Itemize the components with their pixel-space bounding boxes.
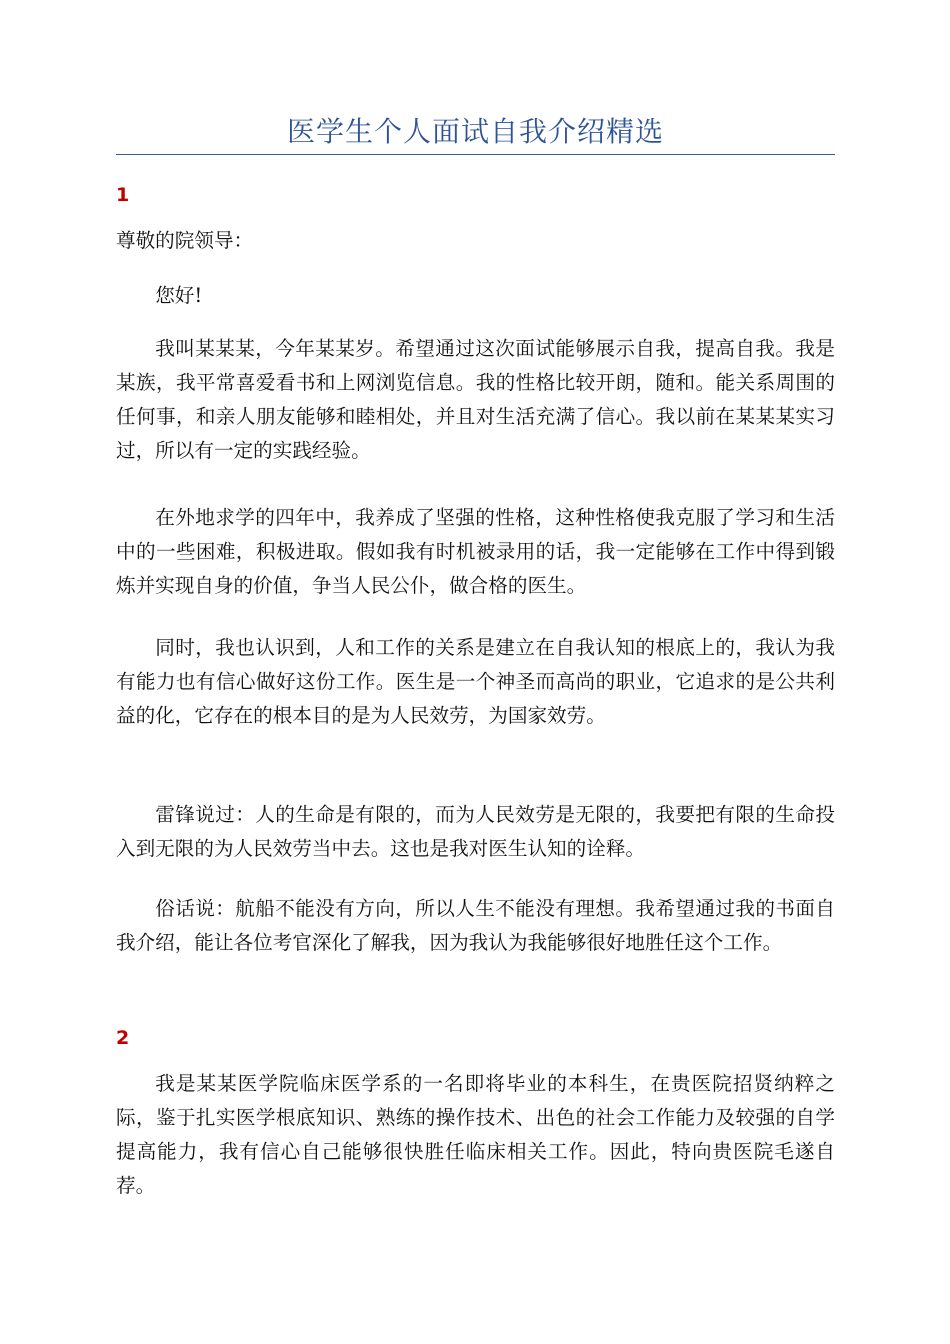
paragraph-intro: 我叫某某某，今年某某岁。希望通过这次面试能够展示自我，提高自我。我是某族，我平常喜爱看书和上网浏览信息。我的性格比较开朗，随和。能关系周围的任何事，和亲人朋友能够和睦相处，并且对生活充满了信心。我以前在某某某实习过，所以有一定的实践经验。: [116, 337, 835, 462]
document-title: 医学生个人面试自我介绍精选: [286, 115, 664, 148]
title-underline: [116, 154, 835, 155]
paragraph-self-recommendation: 我是某某医学院临床医学系的一名即将毕业的本科生，在贵医院招贤纳粹之际，鉴于扎实医学根底知识、熟练的操作技术、出色的社会工作能力及较强的自学提高能力，我有信心自己能够很快胜任临床相关工作。因此，特向贵医院毛遂自荐。: [116, 1072, 835, 1197]
paragraph-work: 同时，我也认识到，人和工作的关系是建立在自我认知的根底上的，我认为我有能力也有信心做好这份工作。医生是一个神圣而高尚的职业，它追求的是公共利益的化，它存在的根本目的是为人民效劳，为国家效劳。: [116, 636, 835, 727]
paragraph-greeting: 您好!: [155, 284, 203, 307]
section-number-1: 1: [116, 184, 130, 206]
paragraph-ideal: 俗话说：航船不能没有方向，所以人生不能没有理想。我希望通过我的书面自我介绍，能让各位考官深化了解我，因为我认为我能够很好地胜任这个工作。: [116, 897, 835, 954]
paragraph-study: 在外地求学的四年中，我养成了坚强的性格，这种性格使我克服了学习和生活中的一些困难，积极进取。假如我有时机被录用的话，我一定能够在工作中得到锻炼并实现自身的价值，争当人民公仆，做合格的医生。: [116, 506, 835, 597]
salutation: 尊敬的院领导：: [116, 229, 254, 252]
section-number-2: 2: [116, 1027, 130, 1049]
paragraph-leifeng: 雷锋说过：人的生命是有限的，而为人民效劳是无限的，我要把有限的生命投入到无限的为人民效劳当中去。这也是我对医生认知的诠释。: [116, 803, 835, 860]
